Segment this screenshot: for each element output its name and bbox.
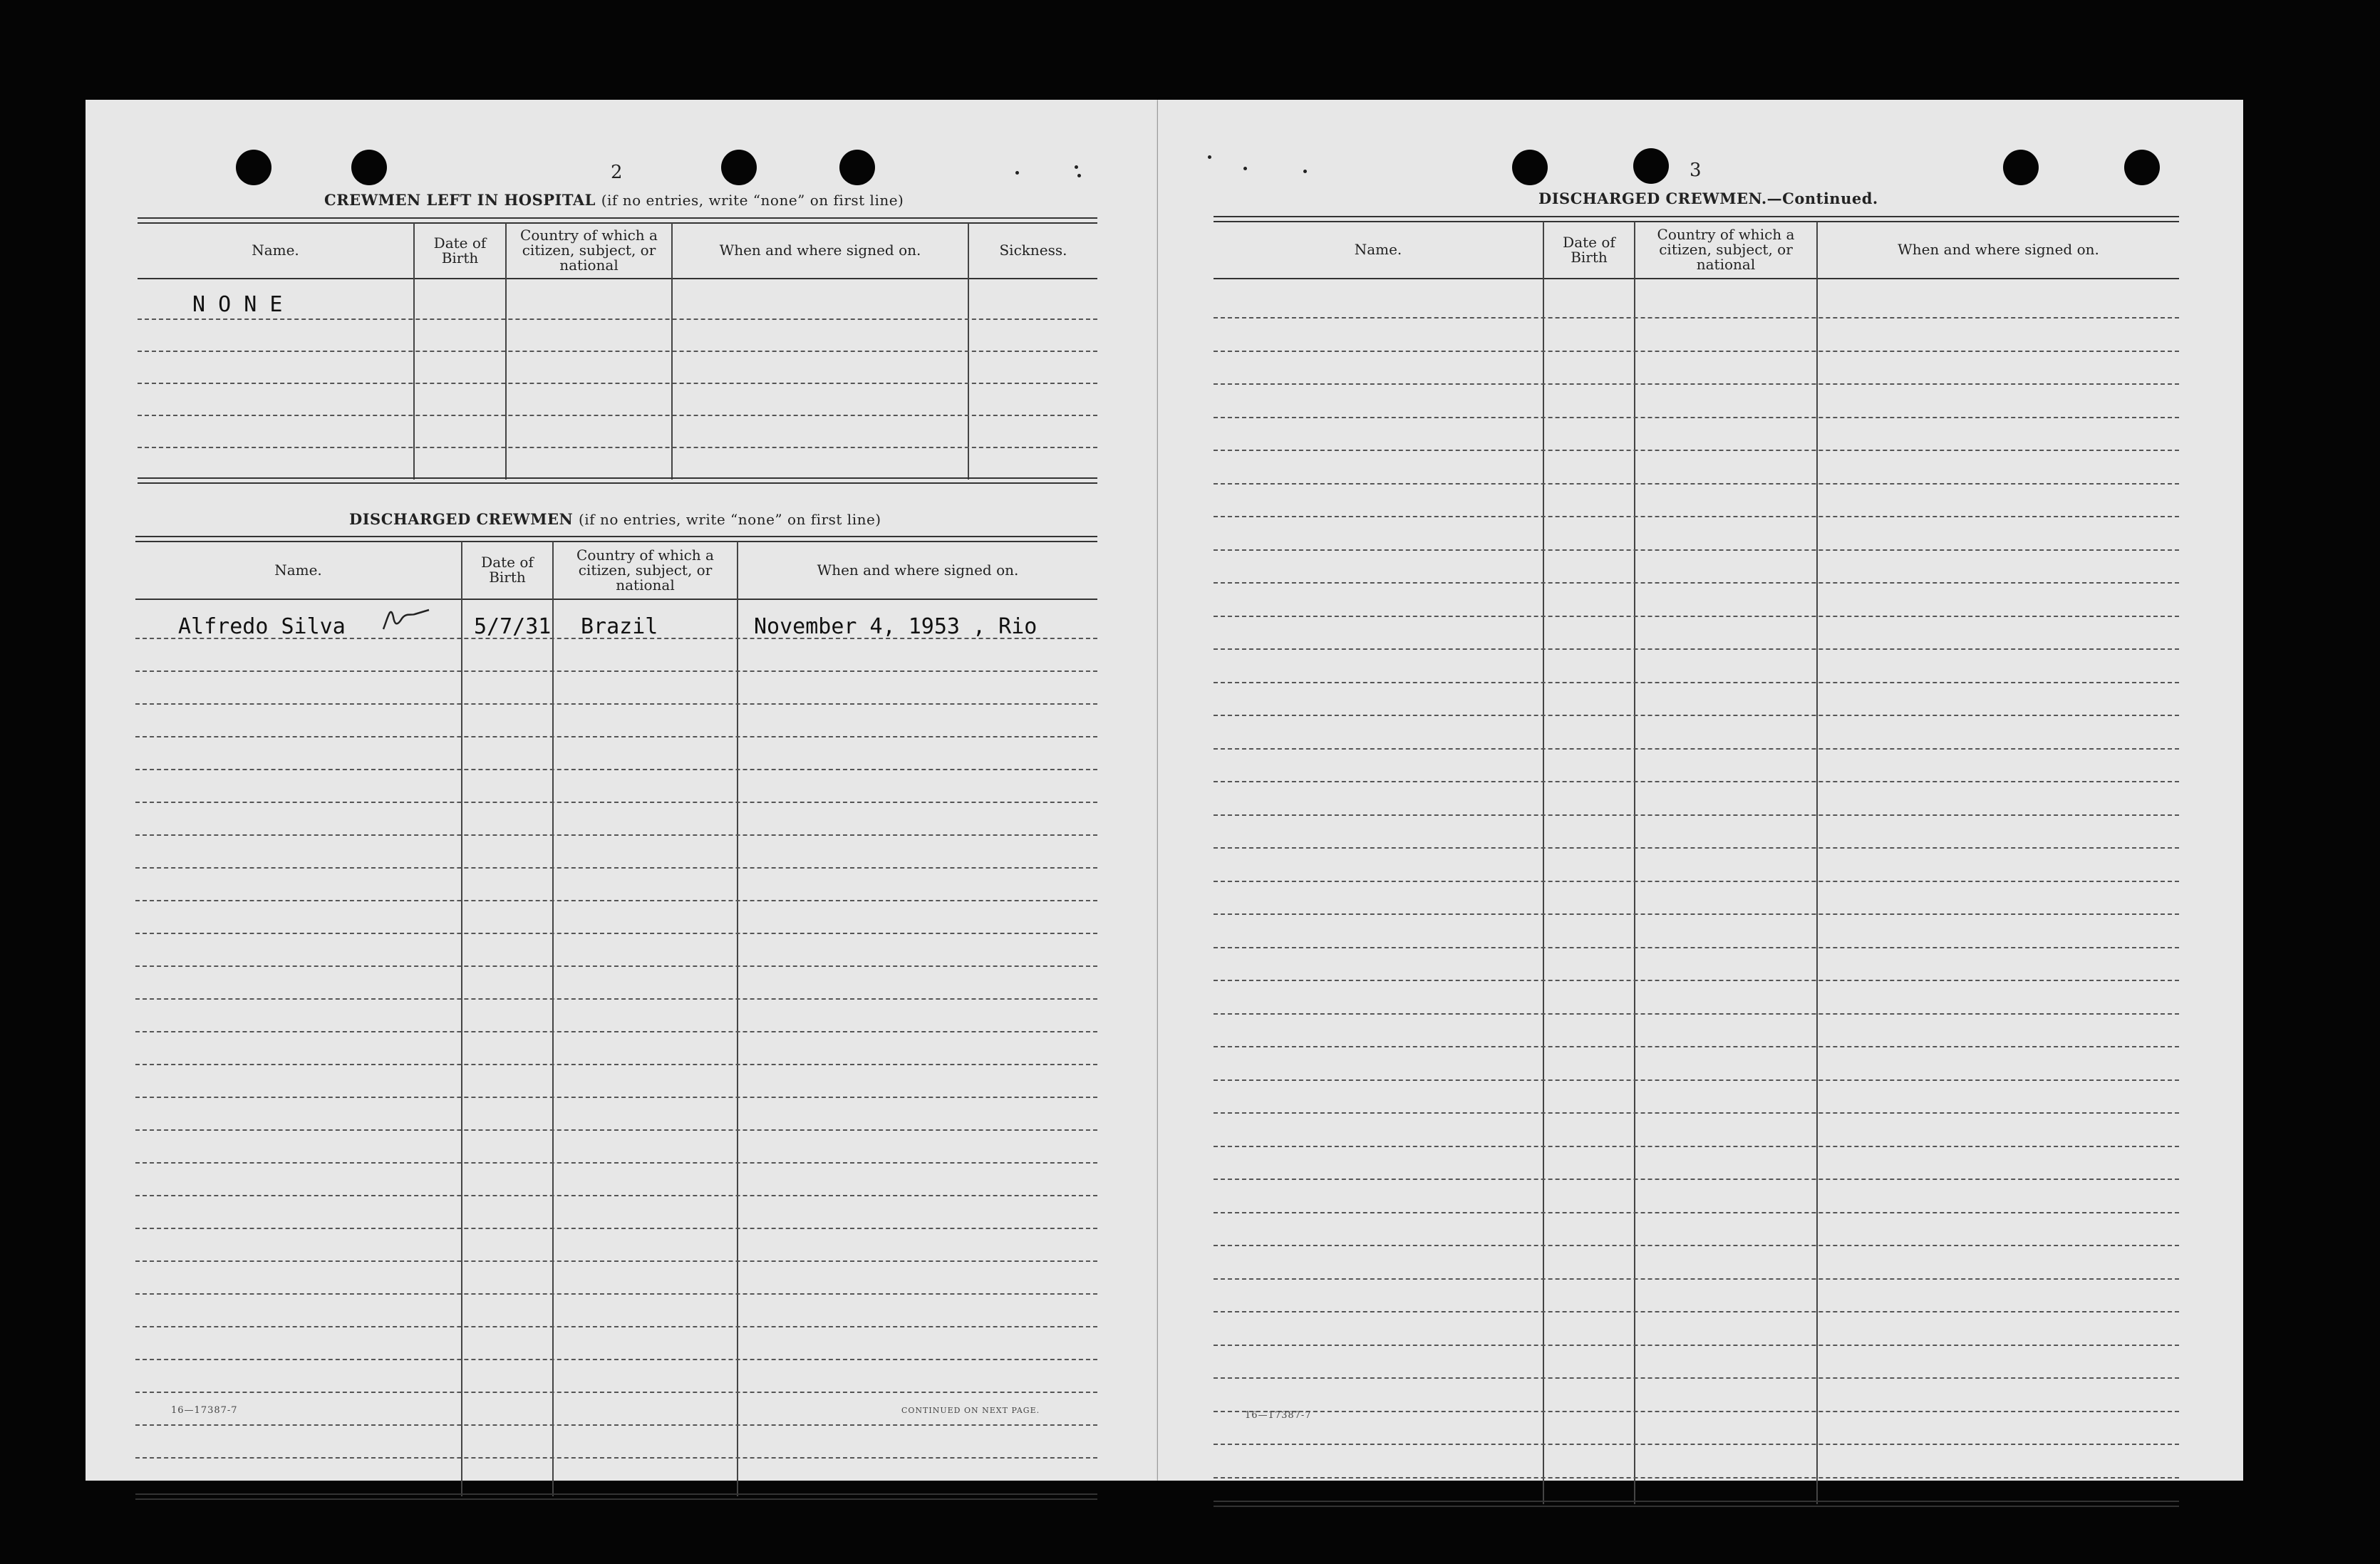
column-header-date-of-birth: Date of Birth — [1563, 233, 1615, 266]
right-page — [1158, 100, 2243, 1481]
table-row — [135, 998, 1097, 1000]
table-row — [135, 1457, 1097, 1459]
table-row — [1214, 1146, 2179, 1147]
column-header-name: Name. — [1354, 241, 1402, 258]
table-row — [1214, 1013, 2179, 1015]
table-row — [1214, 814, 2179, 816]
table-row — [1214, 781, 2179, 782]
column-header-signed-on: When and where signed on. — [1898, 241, 2099, 258]
table-row — [135, 1326, 1097, 1327]
table-row — [138, 351, 1097, 352]
table-row — [135, 1064, 1097, 1065]
table-row — [1214, 1345, 2179, 1346]
punch-hole — [1512, 150, 1548, 185]
table-row — [135, 1031, 1097, 1032]
form-number: 16—17387-7 — [171, 1405, 238, 1416]
column-header-name: Name. — [252, 242, 299, 259]
table-row — [135, 1162, 1097, 1164]
table-row — [1214, 1079, 2179, 1081]
table-top-rule — [1214, 216, 2179, 222]
table-row — [135, 1359, 1097, 1360]
table-top-rule — [138, 217, 1097, 224]
table-row — [135, 802, 1097, 803]
hospital-title-note: (if no entries, write “none” on first line) — [601, 192, 904, 209]
table-row — [1214, 1112, 2179, 1114]
table-row — [1214, 516, 2179, 517]
table-row — [1214, 1377, 2179, 1379]
table-row — [135, 1293, 1097, 1295]
section-title: DISCHARGED CREWMEN.—Continued. — [1538, 190, 1878, 207]
table-row — [138, 319, 1097, 320]
table-row — [135, 1195, 1097, 1196]
signature-mark — [378, 597, 435, 640]
table-row — [135, 670, 1097, 672]
column-header-country: Country of which a citizen, subject, or national — [520, 227, 658, 274]
header-rule — [135, 599, 1097, 600]
punch-hole — [721, 150, 757, 185]
table-row — [135, 769, 1097, 770]
table-row — [138, 415, 1097, 416]
table-row — [135, 834, 1097, 836]
discharged-country: Brazil — [581, 614, 658, 639]
table-row — [1214, 616, 2179, 617]
speck — [1243, 167, 1247, 170]
discharged-signed-on: November 4, 1953 , Rio — [754, 614, 1038, 639]
hospital-title-text: CREWMEN LEFT IN HOSPITAL — [324, 191, 596, 209]
header-rule — [138, 278, 1097, 279]
table-row — [1214, 1046, 2179, 1047]
page-number: 2 — [611, 162, 623, 183]
table-row — [1214, 549, 2179, 551]
table-bottom-rule — [135, 1493, 1097, 1500]
table-row — [1214, 847, 2179, 849]
discharged-name: Alfredo Silva — [178, 614, 346, 639]
header-rule — [1214, 278, 2179, 279]
table-row — [1214, 980, 2179, 981]
speck — [1077, 174, 1081, 177]
table-row — [1214, 748, 2179, 750]
table-bottom-rule — [138, 477, 1097, 484]
table-row — [1214, 483, 2179, 485]
table-row — [135, 1260, 1097, 1262]
table-row — [1214, 1179, 2179, 1180]
table-row — [135, 900, 1097, 901]
table-row — [135, 1228, 1097, 1229]
table-row — [1214, 1245, 2179, 1246]
table-row — [138, 383, 1097, 384]
continued-note: CONTINUED ON NEXT PAGE. — [901, 1406, 1040, 1415]
table-row — [1214, 1411, 2179, 1412]
table-row — [1214, 582, 2179, 584]
column-header-date-of-birth: Date of Birth — [481, 554, 534, 586]
column-header-signed-on: When and where signed on. — [817, 561, 1019, 579]
table-row — [1214, 1477, 2179, 1478]
column-header-country: Country of which a citizen, subject, or national — [576, 546, 714, 594]
form-number: 16—17387-7 — [1245, 1410, 1312, 1421]
discharged-section-title — [349, 510, 881, 528]
punch-hole — [1633, 148, 1669, 184]
table-row — [1214, 1212, 2179, 1213]
column-divider — [552, 542, 554, 1496]
discharged-date-of-birth: 5/7/31 — [474, 614, 552, 639]
table-row — [135, 736, 1097, 737]
table-row — [1214, 383, 2179, 385]
column-header-name: Name. — [274, 561, 322, 579]
table-row — [1214, 351, 2179, 352]
table-bottom-rule — [1214, 1501, 2179, 1507]
punch-hole — [2124, 150, 2160, 185]
hospital-entry-none: N O N E — [192, 292, 283, 317]
table-row — [1214, 913, 2179, 915]
punch-hole — [351, 150, 387, 185]
hospital-section-title — [324, 191, 904, 209]
discharged-title-text: DISCHARGED CREWMEN — [349, 510, 574, 528]
speck — [1303, 170, 1307, 173]
speck — [1015, 171, 1019, 175]
speck — [1208, 155, 1211, 159]
table-row — [135, 1392, 1097, 1393]
punch-hole — [236, 150, 271, 185]
column-header-signed-on: When and where signed on. — [719, 242, 921, 259]
column-header-date-of-birth: Date of Birth — [433, 234, 487, 266]
page-number: 3 — [1690, 160, 1702, 181]
table-row — [138, 447, 1097, 448]
table-row — [1214, 1444, 2179, 1445]
table-row — [135, 703, 1097, 705]
table-row — [1214, 417, 2179, 418]
table-row — [1214, 1311, 2179, 1312]
table-row — [135, 1129, 1097, 1131]
table-row — [135, 867, 1097, 869]
column-header-country: Country of which a citizen, subject, or national — [1657, 226, 1795, 273]
column-divider — [737, 542, 738, 1496]
column-divider — [461, 542, 462, 1496]
table-row — [1214, 317, 2179, 319]
table-row — [1214, 715, 2179, 716]
table-row — [1214, 1278, 2179, 1280]
table-top-rule — [135, 536, 1097, 542]
table-row — [135, 933, 1097, 934]
table-row — [1214, 881, 2179, 882]
punch-hole — [839, 150, 875, 185]
discharged-title-note: (if no entries, write “none” on first line) — [578, 511, 881, 528]
table-row — [1214, 682, 2179, 683]
column-header-sickness: Sickness. — [999, 242, 1067, 259]
table-row — [1214, 450, 2179, 451]
speck — [1075, 165, 1078, 169]
table-row — [1214, 947, 2179, 948]
left-page — [86, 100, 1172, 1481]
table-row — [1214, 648, 2179, 650]
table-row — [135, 1424, 1097, 1426]
punch-hole — [2003, 150, 2039, 185]
table-row — [135, 965, 1097, 967]
table-row — [135, 1097, 1097, 1098]
